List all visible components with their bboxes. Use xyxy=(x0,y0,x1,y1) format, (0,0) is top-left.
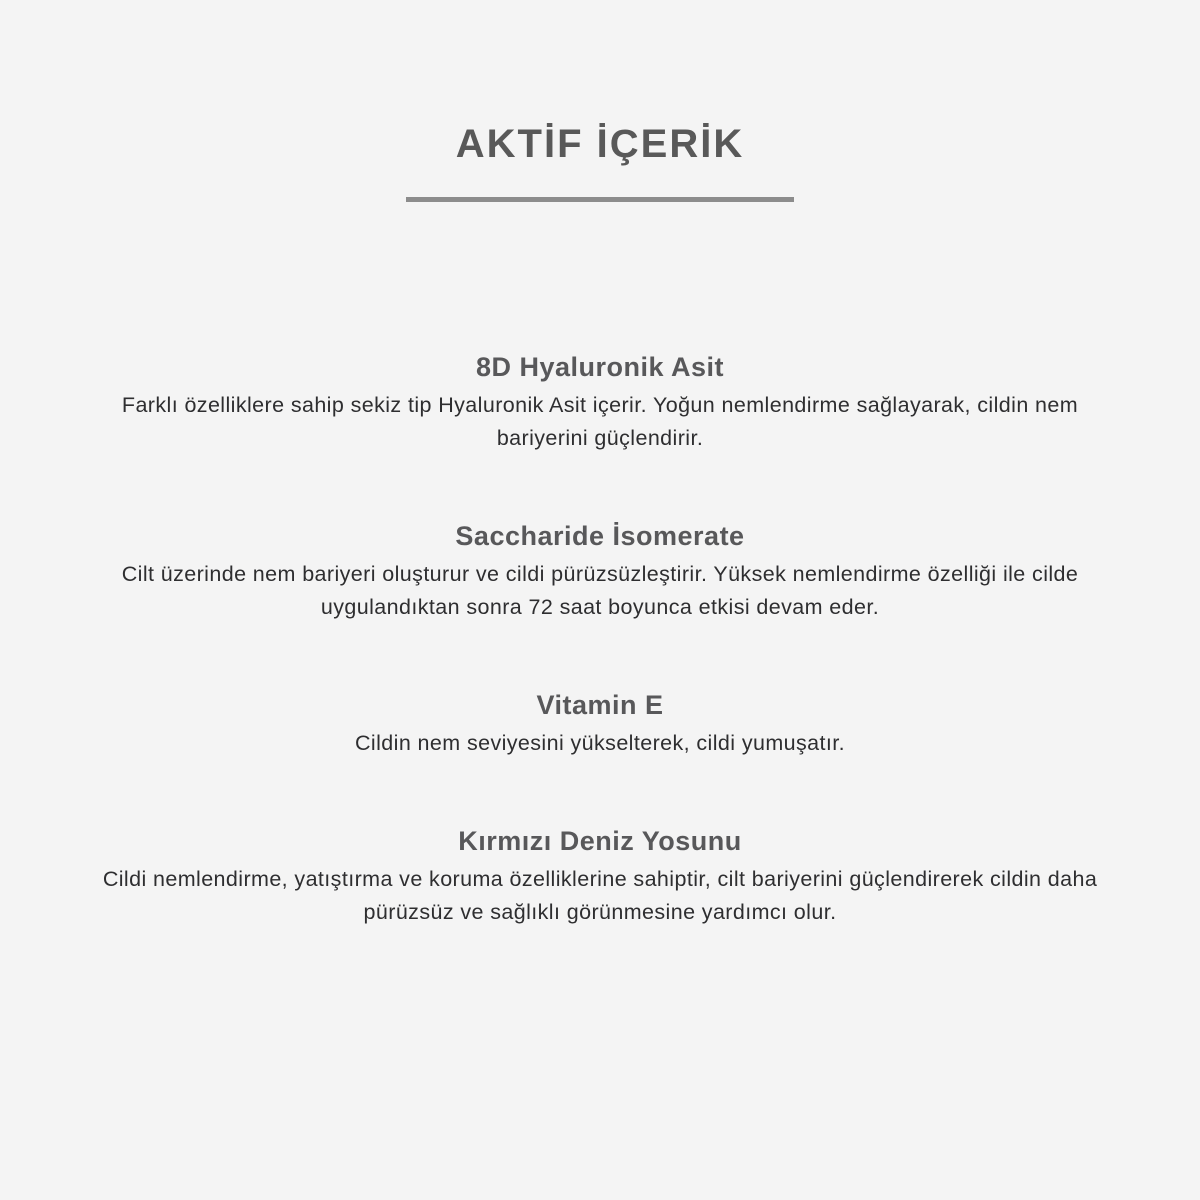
section-heading: Kırmızı Deniz Yosunu xyxy=(458,826,742,856)
section-heading: Vitamin E xyxy=(536,690,664,720)
title-divider xyxy=(406,197,794,202)
section-description: Farklı özelliklere sahip sekiz tip Hyaluronik Asit içerir. Yoğun nemlendirme sağlayarak, cildin nem bariyerini güçlendirir. xyxy=(121,393,1079,450)
section-description: Cilt üzerinde nem bariyeri oluşturur ve cildi pürüzsüzleştirir. Yüksek nemlendirme özelliği ile cilde uygulandıktan sonra 72 saat boyunca etkisi devam eder. xyxy=(121,562,1079,619)
section-heading: Saccharide İsomerate xyxy=(455,521,745,551)
section-saccharide-isomerate xyxy=(90,521,1110,624)
page-title: AKTİF İÇERİK xyxy=(455,122,745,166)
section-heading: 8D Hyaluronik Asit xyxy=(475,352,725,382)
section-description: Cildin nem seviyesini yükselterek, cildi yumuşatır. xyxy=(355,731,845,755)
section-description: Cildi nemlendirme, yatıştırma ve koruma özelliklerine sahiptir, cilt bariyerini güçlendirerek cildin daha pürüzsüz ve sağlıklı görünmesine yardımcı olur. xyxy=(102,867,1098,924)
section-red-seaweed xyxy=(90,826,1110,929)
section-vitamin-e xyxy=(90,690,1110,760)
section-hyaluronic-acid xyxy=(90,352,1110,455)
ingredient-sections xyxy=(0,352,1200,929)
